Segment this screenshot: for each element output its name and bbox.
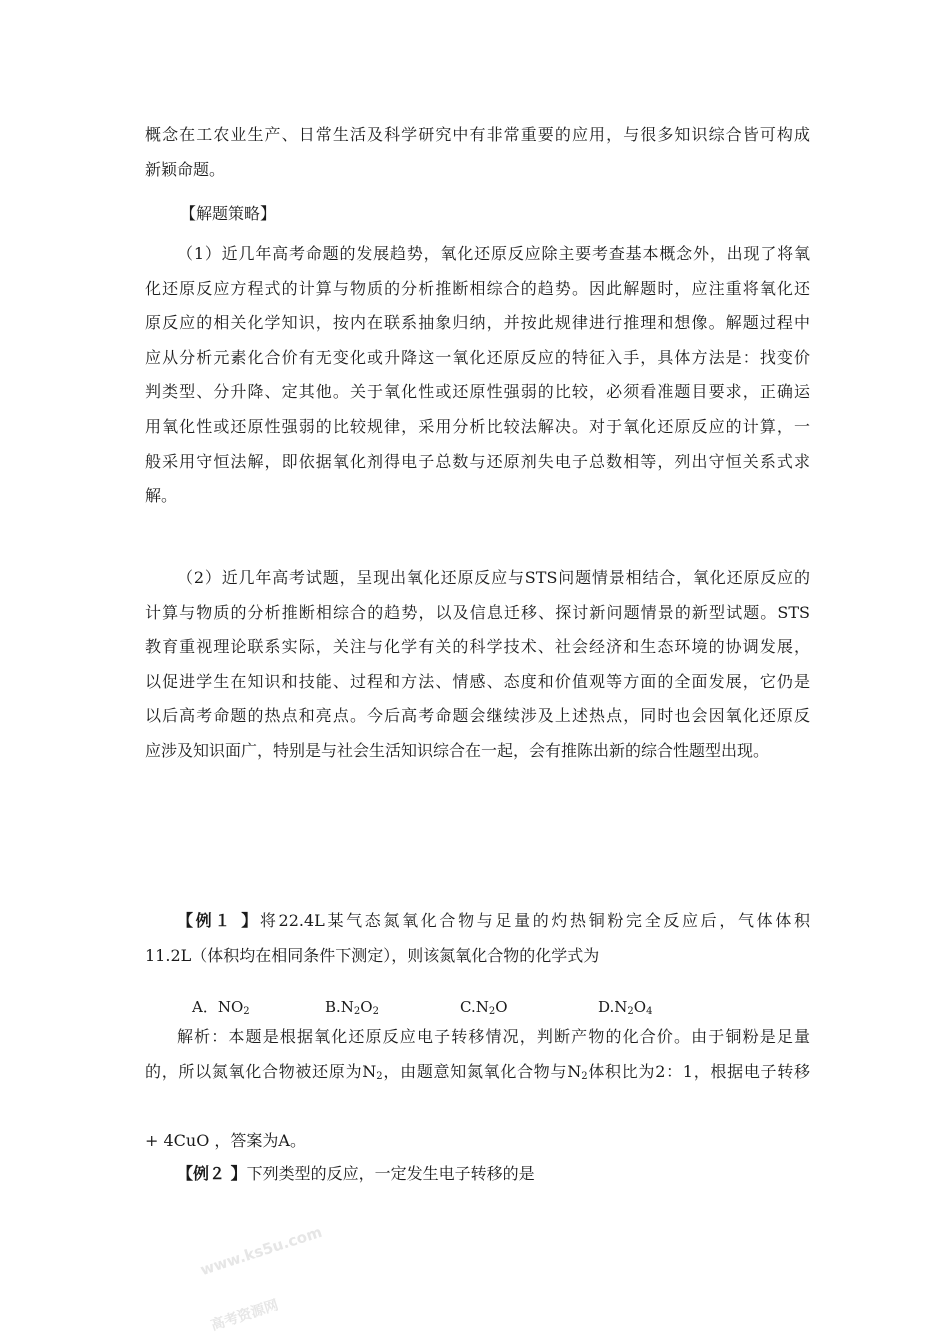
example-1 [145,904,810,973]
example-2-label: 【例２ 】 [177,1164,247,1183]
text-line: （1）近几年高考命题的发展趋势，氧化还原反应除主要考查基本概念外，出现了将氧 [177,244,810,263]
analysis-paragraph [145,1020,810,1158]
text-line: 化还原反应方程式的计算与物质的分析推断相综合的趋势。因此解题时，应注重将氧化还 [145,278,810,298]
text-line: 解。 [145,486,178,506]
example-1-question-line-2: 11.2L（体积均在相同条件下测定），则该氮氧化合物的化学式为 [145,945,600,965]
text-line: 教育重视理论联系实际，关注与化学有关的科学技术、社会经济和生态环境的协调发展， [145,637,810,657]
option-d: $D.N_2O_4$ [598,998,653,1017]
text-line: 应涉及知识面广，特别是与社会生活知识综合在一起，会有推陈出新的综合性题型出现。 [145,740,770,760]
watermark-name: 高考资源网 [208,1297,281,1335]
example-1-text: 将22.4L某气态氮氧化合物与足量的灼热铜粉完全反应后，气体体积 [259,911,810,930]
text-line: 解析：本题是根据氧化还原反应电子转移情况，判断产物的化合价。由于铜粉是足量 [177,1027,810,1046]
strategy-paragraph-1 [145,237,810,514]
text-line: 以促进学生在知识和技能、过程和方法、情感、态度和价值观等方面的全面发展，它仍是 [145,671,810,691]
text-line: 新颖命题。 [145,159,226,179]
example-2-text: 下列类型的反应，一定发生电子转移的是 [246,1164,535,1183]
text-line: 计算与物质的分析推断相综合的趋势，以及信息迁移、探讨新问题情景的新型试题。STS [145,602,810,622]
text-line [145,1089,810,1124]
strategy-heading: 【解题策略】 [180,204,277,223]
text-line: 判类型、分升降、定其他。关于氧化性或还原性强弱的比较，必须看准题目要求，正确运 [145,382,810,402]
text-line: 用氧化性或还原性强弱的比较规律，采用分析比较法解决。对于氧化还原反应的计算，一 [145,416,810,436]
watermark-site: www.ks5u.com [198,1222,325,1280]
strategy-paragraph-2 [145,561,810,769]
text-line: 应从分析元素化合价有无变化或升降这一氧化还原反应的特征入手，具体方法是：找变价 [145,347,810,367]
option-a: A．$NO_2$ [192,998,250,1017]
text-line: + 4CuO ，答案为A。 [145,1130,306,1150]
text-line: 原反应的相关化学知识，按内在联系抽象归纳，并按此规律进行推理和想像。解题过程中 [145,313,810,333]
intro-paragraph [145,118,810,187]
text-line: 般采用守恒法解，即依据氧化剂得电子总数与还原剂失电子总数相等，列出守恒关系式求 [145,451,810,471]
example-1-label: 【例１ 】 [177,911,260,930]
example-1-question-line [145,904,810,939]
text-line: 概念在工农业生产、日常生活及科学研究中有非常重要的应用，与很多知识综合皆可构成 [145,125,810,144]
option-b: $B.N_2O_2$ [325,998,379,1017]
text-line: 的，所以氮氧化合物被还原为$N_2$，由题意知氮氧化合物与$N_2$体积比为2：1，根据电子转移 [145,1061,810,1082]
text-line: （2）近几年高考试题，呈现出氧化还原反应与STS问题情景相结合，氧化还原反应的 [177,568,810,587]
text-line: 以后高考命题的热点和亮点。今后高考命题会继续涉及上述热点，同时也会因氧化还原反 [145,706,810,726]
option-c: $C.N_2O$ [460,998,508,1017]
example-2 [145,1157,810,1192]
